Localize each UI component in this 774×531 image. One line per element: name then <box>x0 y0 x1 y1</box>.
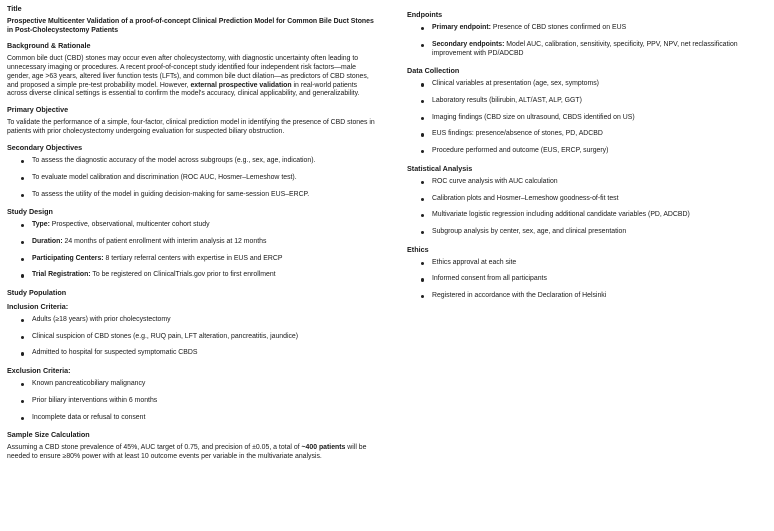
list-item: Secondary endpoints: Model AUC, calibration, sensitivity, specificity, PPV, NPV, net reclassification improvement with PD/ADCBD <box>407 41 767 59</box>
statistical-analysis-list <box>407 178 767 237</box>
primary-objective-paragraph: To validate the performance of a simple, four-factor, clinical prediction model in identifying the presence of CBD stones in patients with prior cholecystectomy undergoing evaluation for suspected biliary obstruction. <box>7 119 375 136</box>
list-item: Laboratory results (bilirubin, ALT/AST, ALP, GGT) <box>407 97 767 106</box>
background-paragraph: Common bile duct (CBD) stones may occur even after cholecystectomy, with diagnostic uncertainty often leading to unnecessary imaging or procedures. A recent proof-of-concept study identified four independent risk factors—male gender, age >63 years, altered liver function tests (LFTs), and common bile duct dilation—as predictors of CBD stones, and proposed a simple pre-test probability model. However, external prospective validation in real-world patients across diverse clinical settings is essential to confirm the model's accuracy, clinical applicability, and generalizability. <box>7 54 369 98</box>
list-item: Known pancreaticobiliary malignancy <box>7 380 375 389</box>
endpoints-heading: Endpoints <box>407 10 443 19</box>
list-item: Prior biliary interventions within 6 months <box>7 397 375 406</box>
list-item: Type: Prospective, observational, multicenter cohort study <box>7 221 375 230</box>
list-item: Incomplete data or refusal to consent <box>7 414 375 423</box>
external-validation-emphasis: external prospective validation <box>190 81 292 89</box>
data-collection-list <box>407 80 767 156</box>
list-item: To assess the diagnostic accuracy of the model across subgroups (e.g., sex, age, indication). <box>7 157 375 166</box>
list-item: Procedure performed and outcome (EUS, ERCP, surgery) <box>407 147 767 156</box>
title-label: Title <box>7 4 22 13</box>
list-item: Ethics approval at each site <box>407 259 767 268</box>
right-column <box>407 0 767 309</box>
list-item: ROC curve analysis with AUC calculation <box>407 178 767 187</box>
list-item: Trial Registration: To be registered on ClinicalTrials.gov prior to first enrollment <box>7 271 375 280</box>
list-item: Primary endpoint: Presence of CBD stones confirmed on EUS <box>407 24 767 33</box>
list-item: Adults (≥18 years) with prior cholecystectomy <box>7 316 375 325</box>
endpoints-list <box>407 24 767 59</box>
secondary-objectives-list <box>7 157 375 199</box>
list-item: Admitted to hospital for suspected symptomatic CBDS <box>7 349 375 358</box>
list-item: To assess the utility of the model in guiding decision-making for same-session EUS–ERCP. <box>7 191 375 200</box>
list-item: EUS findings: presence/absence of stones, PD, ADCBD <box>407 130 767 139</box>
study-population-heading: Study Population <box>7 288 67 298</box>
secondary-objectives-heading: Secondary Objectives <box>7 143 83 153</box>
primary-objective-heading: Primary Objective <box>7 105 69 115</box>
list-item: Participating Centers: 8 tertiary referral centers with expertise in EUS and ERCP <box>7 255 375 264</box>
list-item: Subgroup analysis by center, sex, age, and clinical presentation <box>407 228 767 237</box>
list-item: Imaging findings (CBD size on ultrasound, CBDS identified on US) <box>407 114 767 123</box>
list-item: Clinical variables at presentation (age, sex, symptoms) <box>407 80 767 89</box>
study-design-heading: Study Design <box>7 207 53 217</box>
list-item: Registered in accordance with the Declaration of Helsinki <box>407 292 767 301</box>
statistical-analysis-heading: Statistical Analysis <box>407 163 473 173</box>
background-heading: Background & Rationale <box>7 40 91 50</box>
sample-size-heading: Sample Size Calculation <box>7 430 90 440</box>
study-design-list <box>7 221 375 280</box>
ethics-heading: Ethics <box>407 244 429 254</box>
left-column <box>7 0 375 468</box>
inclusion-criteria-list <box>7 316 375 358</box>
list-item: Calibration plots and Hosmer–Lemeshow goodness-of-fit test <box>407 195 767 204</box>
list-item: Clinical suspicion of CBD stones (e.g., RUQ pain, LFT alteration, pancreatitis, jaundice) <box>7 333 375 342</box>
list-item: To evaluate model calibration and discrimination (ROC AUC, Hosmer–Lemeshow test). <box>7 174 375 183</box>
data-collection-heading: Data Collection <box>407 66 460 76</box>
exclusion-criteria-list <box>7 380 375 422</box>
exclusion-criteria-heading: Exclusion Criteria: <box>7 366 71 376</box>
sample-size-emphasis: ~400 patients <box>301 444 346 452</box>
ethics-list <box>407 259 767 301</box>
sample-size-paragraph: Assuming a CBD stone prevalence of 45%, AUC target of 0.75, and precision of ±0.05, a total of ~400 patients will be needed to ensure ≥80% power with at least 10 outcome events per variable in the multivariate analysis. <box>7 444 367 461</box>
list-item: Multivariate logistic regression including additional candidate variables (PD, ADCBD) <box>407 211 767 220</box>
inclusion-criteria-heading: Inclusion Criteria: <box>7 302 69 312</box>
document-title: Prospective Multicenter Validation of a proof-of-concept Clinical Prediction Model for Common Bile Duct Stones in Post-Cholecystectomy Patients <box>7 18 374 34</box>
list-item: Informed consent from all participants <box>407 275 767 284</box>
list-item: Duration: 24 months of patient enrollment with interim analysis at 12 months <box>7 238 375 247</box>
